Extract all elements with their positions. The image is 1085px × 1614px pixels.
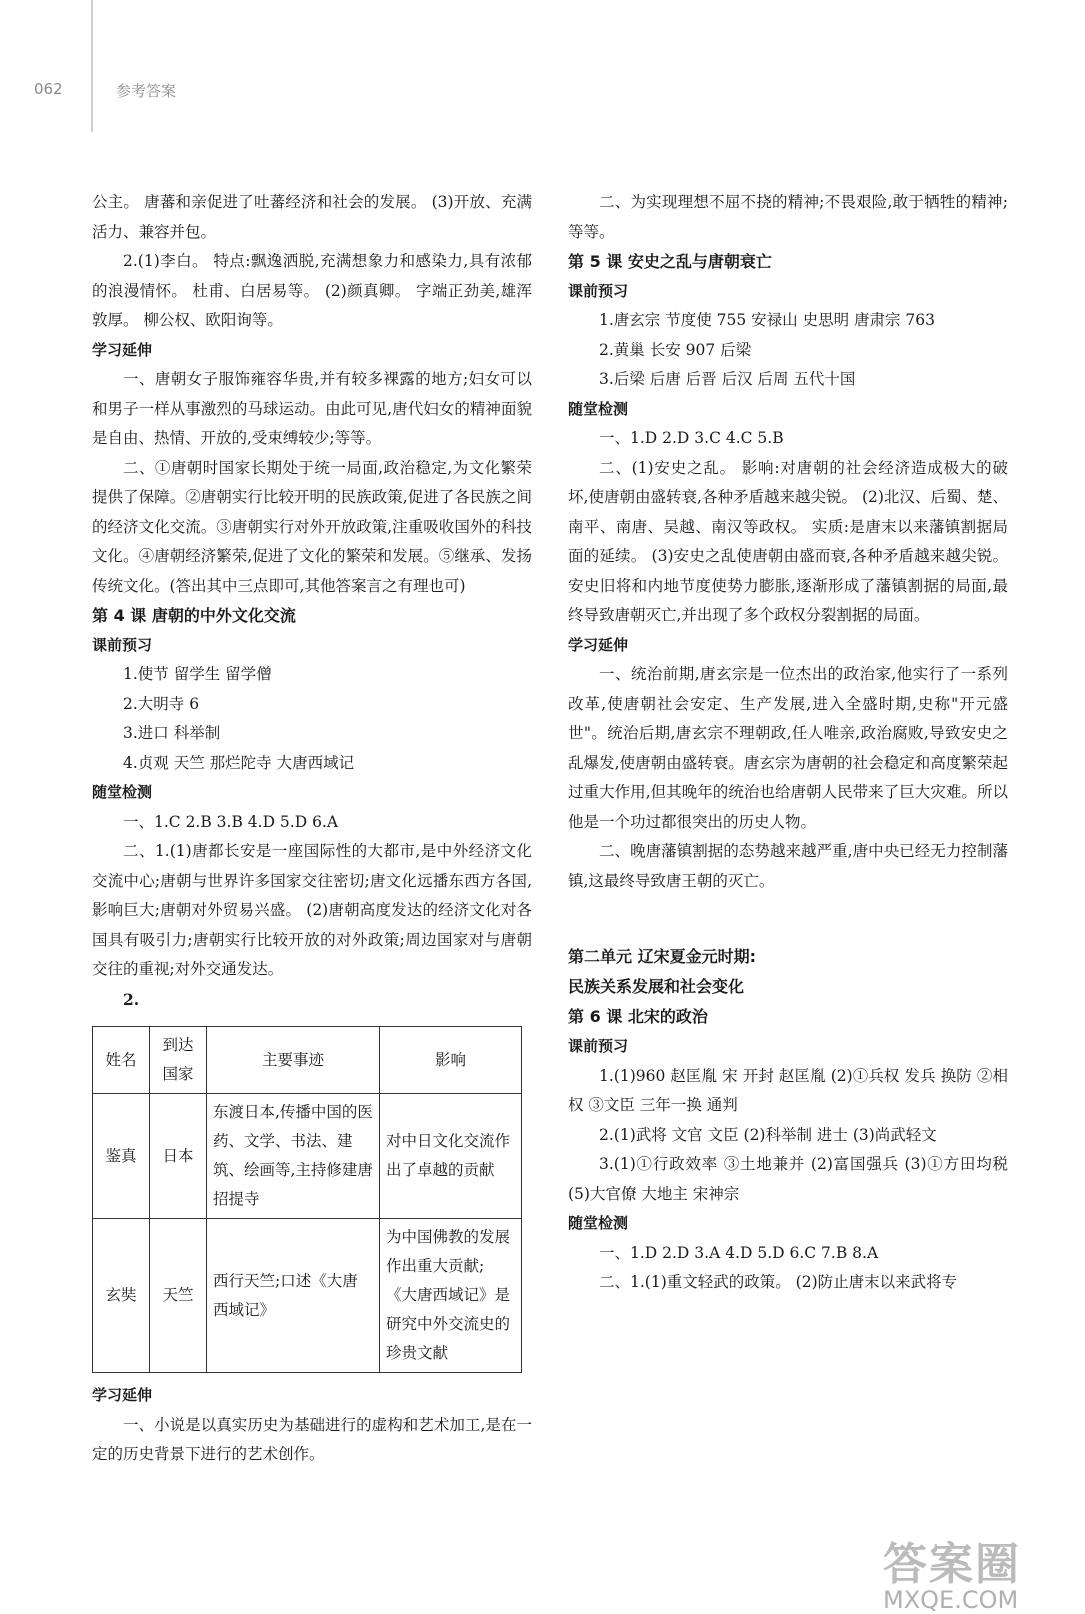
answer-line: 4.贞观 天竺 那烂陀寺 大唐西域记 (123, 753, 355, 772)
section-heading: 随堂检测 (568, 1214, 629, 1232)
answer-line: 2.黄巢 长安 907 后梁 (599, 340, 752, 359)
table-header-cell: 主要事迹 (207, 1027, 380, 1094)
answer-line: 1.唐玄宗 节度使 755 安禄山 史思明 唐肃宗 763 (599, 311, 936, 329)
lesson-title: 第 4 课 唐朝的中外文化交流 (92, 606, 296, 625)
answer-line: 二、1.(1)重文轻武的政策。 (2)防止唐末以来武将专 (599, 1273, 958, 1291)
table-cell: 对中日文化交流作出了卓越的贡献 (380, 1094, 522, 1219)
lesson-title: 第 5 课 安史之乱与唐朝衰亡 (568, 252, 772, 271)
section-heading: 随堂检测 (568, 399, 629, 418)
section-heading: 课前预习 (568, 281, 629, 300)
answer-line: 一、1.D 2.D 3.C 4.C 5.B (599, 429, 784, 447)
section-heading: 随堂检测 (92, 783, 153, 801)
answer-line: 1.(1)960 赵匡胤 宋 开封 赵匡胤 (2)①兵权 发兵 换防 ②相权 ③文臣 三年一换 通判 (568, 1066, 1008, 1114)
answer-line: 2.大明寺 6 (123, 694, 200, 713)
page-header (0, 0, 1085, 140)
table-cell: 玄奘 (93, 1219, 150, 1373)
paragraph: 二、①唐朝时国家长期处于统一局面,政治稳定,为文化繁荣提供了保障。②唐朝实行比较开明的民族政策,促进了各民族之间的经济文化交流。③唐朝实行对外开放政策,注重吸收国外的科技文化。④唐朝经济繁荣,促进了文化的繁荣和发展。⑤继承、发扬传统文化。(答出其中三点即可,其他答案言之有理也可) (92, 458, 532, 595)
paragraph: 一、统治前期,唐玄宗是一位杰出的政治家,他实行了一系列改革,使唐朝社会安定、生产发展,进入全盛时期,史称"开元盛世"。统治后期,唐玄宗不理朝政,任人唯亲,政治腐败,导致安史之乱爆发,使唐朝由盛转衰。唐玄宗为唐朝的社会稳定和高度繁荣起过重大作用,但其晚年的统治也给唐朝人民带来了巨大灾难。所以他是一个功过都很突出的历史人物。 (568, 665, 1008, 831)
table-cell: 西行天竺;口述《大唐西域记》 (207, 1219, 380, 1373)
watermark-logo: 答案圈 (883, 1539, 1021, 1590)
paragraph: 二、晚唐藩镇割据的态势越来越严重,唐中央已经无力控制藩镇,这最终导致唐王朝的灭亡。 (568, 842, 1008, 890)
paragraph: 二、(1)安史之乱。 影响:对唐朝的社会经济造成极大的破坏,使唐朝由盛转衰,各种矛盾越来越尖锐。 (2)北汉、后蜀、楚、南平、南唐、吴越、南汉等政权。 实质:是唐末以来藩镇割据局面的延续。 (3)安史之乱使唐朝由盛而衰,各种矛盾越来越尖锐。安史旧将和内地节度使势力膨胀,逐渐形成了藩镇割据的局面,最终导致唐朝灭亡,并出现了多个政权分裂割据的局面。 (568, 458, 1008, 624)
table-number: 2. (123, 989, 140, 1009)
table-header-row (93, 1027, 522, 1094)
table-cell: 为中国佛教的发展作出重大贡献;《大唐西域记》是研究中外交流史的珍贵文献 (380, 1219, 522, 1373)
paragraph: 一、唐朝女子服饰雍容华贵,并有较多裸露的地方;妇女可以和男子一样从事激烈的马球运动。由此可见,唐代妇女的精神面貌是自由、热情、开放的,受束缚较少;等等。 (92, 370, 532, 447)
section-heading: 课前预习 (92, 635, 153, 654)
exchange-table (92, 1026, 522, 1373)
section-heading: 课前预习 (568, 1037, 629, 1055)
table-cell: 日本 (150, 1094, 207, 1219)
table-header-cell: 到达国家 (150, 1027, 207, 1094)
paragraph: 公主。 唐蕃和亲促进了吐蕃经济和社会的发展。 (3)开放、充满活力、兼容并包。 (92, 193, 532, 241)
lesson-title: 第 6 课 北宋的政治 (568, 1007, 708, 1026)
table-row (93, 1094, 522, 1219)
paragraph: 二、为实现理想不屈不挠的精神;不畏艰险,敢于牺牲的精神;等等。 (568, 193, 1008, 241)
table-header-cell: 影响 (380, 1027, 522, 1094)
left-column (92, 188, 532, 1470)
paragraph: 二、1.(1)唐都长安是一座国际性的大都市,是中外经济文化交流中心;唐朝与世界许多国家交往密切;唐文化远播东西方各国,影响巨大;唐朝对外贸易兴盛。 (2)唐朝高度发达的经济文化对各国具有吸引力;唐朝实行比较开放的对外政策;周边国家对与唐朝交往的重视;对外交通发达。 (92, 842, 532, 978)
table-cell: 天竺 (150, 1219, 207, 1373)
table-header-cell: 姓名 (93, 1027, 150, 1094)
answer-line: 2.(1)武将 文官 文臣 (2)科举制 进士 (3)尚武轻文 (599, 1125, 937, 1144)
section-heading: 学习延伸 (92, 340, 153, 359)
paragraph: 2.(1)李白。 特点:飘逸洒脱,充满想象力和感染力,具有浓郁的浪漫情怀。 杜甫、白居易等。 (2)颜真卿。 字端正劲美,雄浑敦厚。 柳公权、欧阳询等。 (92, 252, 532, 329)
section-heading: 学习延伸 (92, 1386, 153, 1404)
answer-line: 3.后梁 后唐 后晋 后汉 后周 五代十国 (599, 370, 856, 388)
paragraph: 一、小说是以真实历史为基础进行的虚构和艺术加工,是在一定的历史背景下进行的艺术创作。 (92, 1415, 532, 1463)
right-column (568, 188, 1008, 1298)
table-row (93, 1219, 522, 1373)
table-cell: 鉴真 (93, 1094, 150, 1219)
answer-line: 3.进口 科举制 (123, 724, 221, 742)
table-cell: 东渡日本,传播中国的医药、文学、书法、建筑、绘画等,主持修建唐招提寺 (207, 1094, 380, 1219)
unit-title: 第二单元 辽宋夏金元时期: (568, 947, 756, 966)
header-title: 参考答案 (116, 82, 177, 100)
answer-line: 3.(1)①行政效率 ③土地兼并 (2)富国强兵 (3)①方田均税 (5)大官僚 大地主 宋神宗 (568, 1155, 1008, 1203)
answer-line: 一、1.D 2.D 3.A 4.D 5.D 6.C 7.B 8.A (599, 1243, 879, 1262)
answer-line: 一、1.C 2.B 3.B 4.D 5.D 6.A (123, 812, 339, 831)
section-heading: 学习延伸 (568, 635, 629, 654)
watermark (883, 1528, 1073, 1614)
unit-subtitle: 民族关系发展和社会变化 (568, 977, 745, 996)
answer-line: 1.使节 留学生 留学僧 (123, 665, 272, 683)
watermark-url: MXQE.COM (883, 1586, 1019, 1614)
header-divider (91, 0, 93, 132)
page-number: 062 (34, 80, 63, 98)
